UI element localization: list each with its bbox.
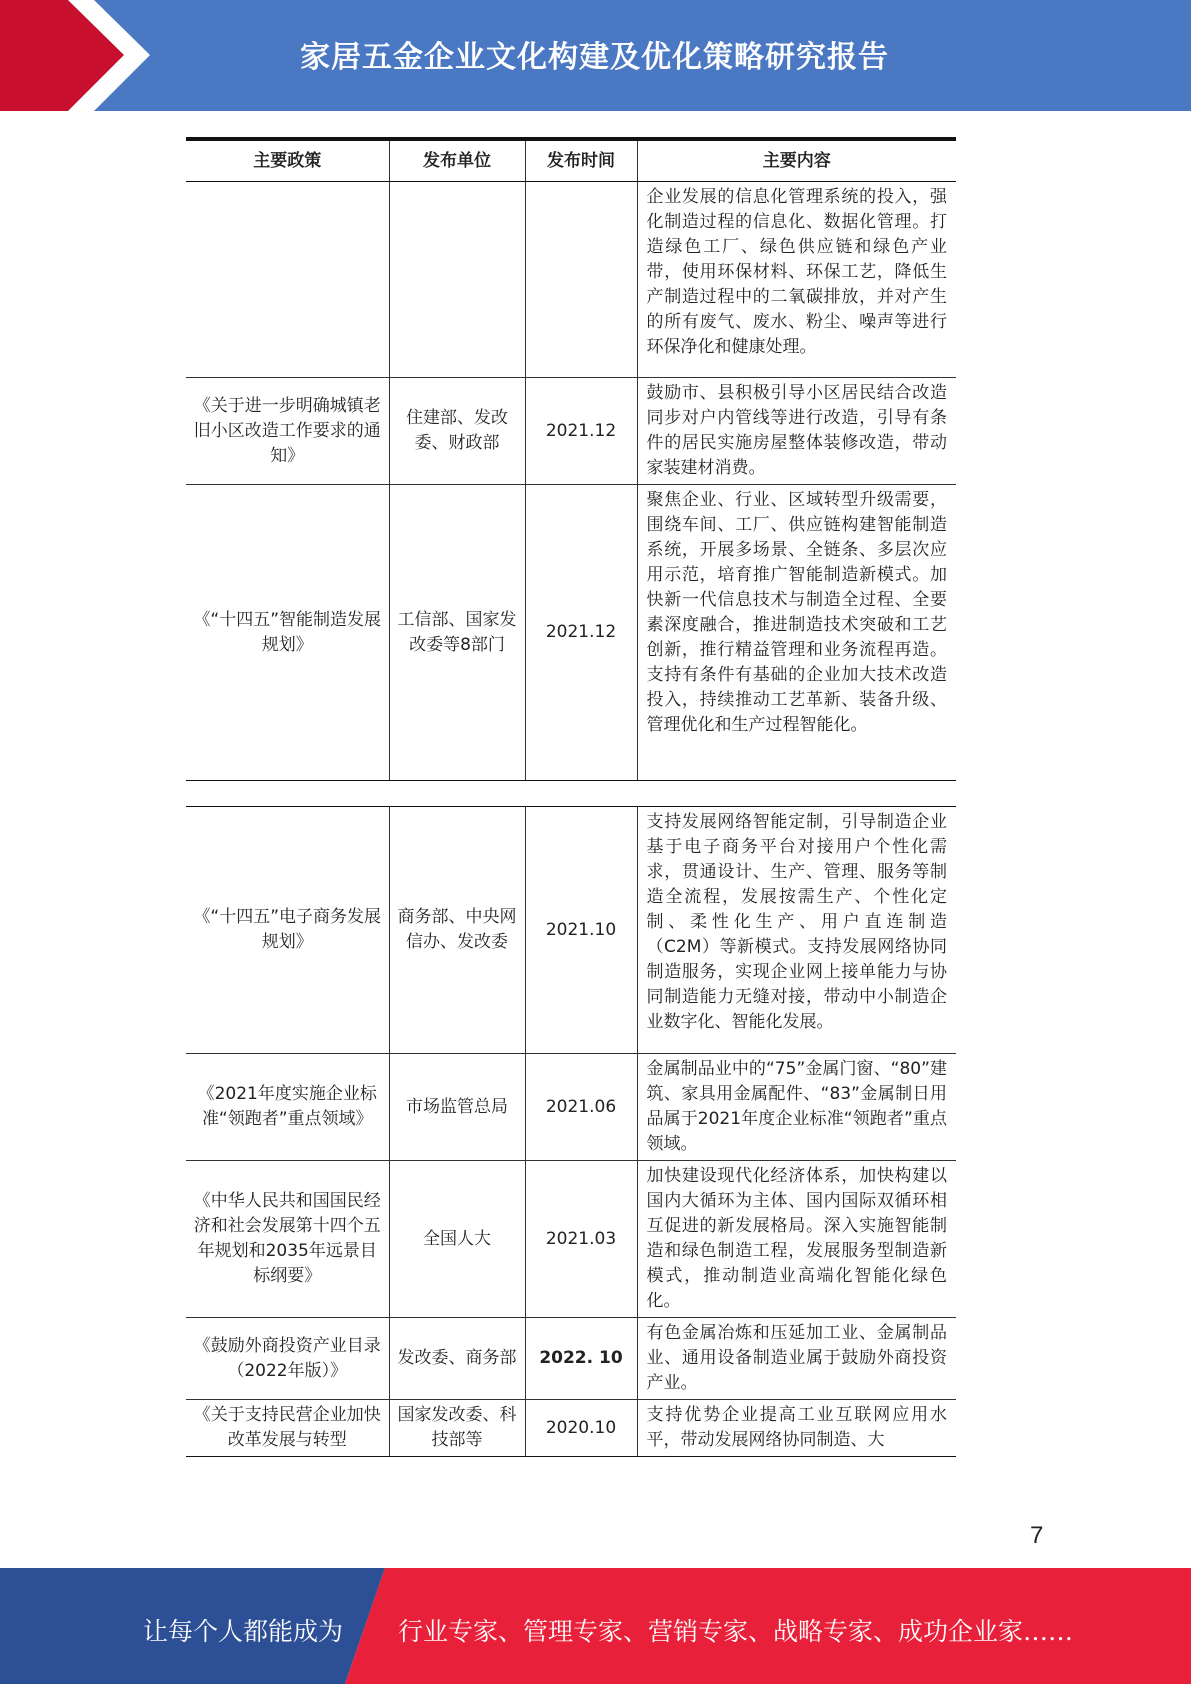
- footer-slogan-right: 行业专家、管理专家、营销专家、战略专家、成功企业家……: [398, 1617, 1074, 1646]
- content-cell: 企业发展的信息化管理系统的投入，强化制造过程的信息化、数据化管理。打造绿色工厂、绿色供应链和绿色产业带，使用环保材料、环保工艺，降低生产制造过程中的二氧碳排放，并对产生的所有废气、废水、粉尘、噪声等进行环保净化和健康处理。: [637, 182, 956, 378]
- issuer-cell: 工信部、国家发改委等8部门: [389, 485, 525, 781]
- policy-cell: 《关于支持民营企业加快改革发展与转型: [186, 1400, 389, 1457]
- issuer-cell: 商务部、中央网信办、发改委: [389, 807, 525, 1054]
- policy-cell: 《“十四五”智能制造发展规划》: [186, 485, 389, 781]
- content-cell: 鼓励市、县积极引导小区居民结合改造同步对户内管线等进行改造，引导有条件的居民实施房屋整体装修改造，带动家装建材消费。: [637, 378, 956, 485]
- date-cell: 2022. 10: [525, 1318, 637, 1400]
- content-cell: 加快建设现代化经济体系，加快构建以国内大循环为主体、国内国际双循环相互促进的新发展格局。深入实施智能制造和绿色制造工程，发展服务型制造新模式，推动制造业高端化智能化绿色化。: [637, 1161, 956, 1318]
- column-header-date: 发布时间: [525, 139, 637, 182]
- column-header-issuer: 发布单位: [389, 139, 525, 182]
- date-cell: 2021.06: [525, 1054, 637, 1161]
- content-cell: 有色金属冶炼和压延加工业、金属制品业、通用设备制造业属于鼓励外商投资产业。: [637, 1318, 956, 1400]
- content-cell: 支持优势企业提高工业互联网应用水平，带动发展网络协同制造、大: [637, 1400, 956, 1457]
- policy-cell: 《中华人民共和国国民经济和社会发展第十四个五年规划和2035年远景目标纲要》: [186, 1161, 389, 1318]
- table-row: [186, 378, 956, 485]
- column-header-content: 主要内容: [637, 139, 956, 182]
- policy-cell: 《“十四五”电子商务发展规划》: [186, 807, 389, 1054]
- issuer-cell: 全国人大: [389, 1161, 525, 1318]
- table-row: [186, 485, 956, 781]
- issuer-cell: 市场监管总局: [389, 1054, 525, 1161]
- content-cell: 支持发展网络智能定制，引导制造企业基于电子商务平台对接用户个性化需求，贯通设计、生产、管理、服务等制造全流程，发展按需生产、个性化定制、柔性化生产、用户直连制造（C2M）等新模式。支持发展网络协同制造服务，实现企业网上接单能力与协同制造能力无缝对接，带动中小制造企业数字化、智能化发展。: [637, 807, 956, 1054]
- table-row: [186, 1318, 956, 1400]
- table-row: [186, 1054, 956, 1161]
- policy-cell: 《关于进一步明确城镇老旧小区改造工作要求的通知》: [186, 378, 389, 485]
- table-row: [186, 182, 956, 378]
- page-header: [0, 0, 1191, 111]
- policy-cell: [186, 182, 389, 378]
- issuer-cell: 发改委、商务部: [389, 1318, 525, 1400]
- table-row: [186, 1161, 956, 1318]
- table-header-row: [186, 139, 956, 182]
- content-cell: 聚焦企业、行业、区域转型升级需要，围绕车间、工厂、供应链构建智能制造系统，开展多场景、全链条、多层次应用示范，培育推广智能制造新模式。加快新一代信息技术与制造全过程、全要素深度融合，推进制造技术突破和工艺创新，推行精益管理和业务流程再造。支持有条件有基础的企业加大技术改造投入，持续推动工艺革新、装备升级、管理优化和生产过程智能化。: [637, 485, 956, 781]
- header-chevron-decoration: [0, 0, 160, 111]
- date-cell: 2020.10: [525, 1400, 637, 1457]
- footer-slogan-left: 让每个人都能成为: [143, 1617, 344, 1646]
- date-cell: 2021.03: [525, 1161, 637, 1318]
- column-header-policy: 主要政策: [186, 139, 389, 182]
- issuer-cell: 国家发改委、科技部等: [389, 1400, 525, 1457]
- date-cell: 2021.12: [525, 485, 637, 781]
- content-cell: 金属制品业中的“75”金属门窗、“80”建筑、家具用金属配件、“83”金属制日用品属于2021年度企业标准“领跑者”重点领域。: [637, 1054, 956, 1161]
- page-footer: [0, 1568, 1191, 1684]
- policy-table-part2: [186, 806, 956, 1457]
- issuer-cell: [389, 182, 525, 378]
- policy-table-part1: [186, 137, 956, 781]
- issuer-cell: 住建部、发改委、财政部: [389, 378, 525, 485]
- policy-cell: 《鼓励外商投资产业目录（2022年版）》: [186, 1318, 389, 1400]
- date-cell: [525, 182, 637, 378]
- table-row: [186, 807, 956, 1054]
- table-row: [186, 1400, 956, 1457]
- page-number: 7: [1030, 1522, 1044, 1549]
- date-cell: 2021.12: [525, 378, 637, 485]
- date-cell: 2021.10: [525, 807, 637, 1054]
- report-title: 家居五金企业文化构建及优化策略研究报告: [300, 40, 889, 75]
- policy-cell: 《2021年度实施企业标准“领跑者”重点领域》: [186, 1054, 389, 1161]
